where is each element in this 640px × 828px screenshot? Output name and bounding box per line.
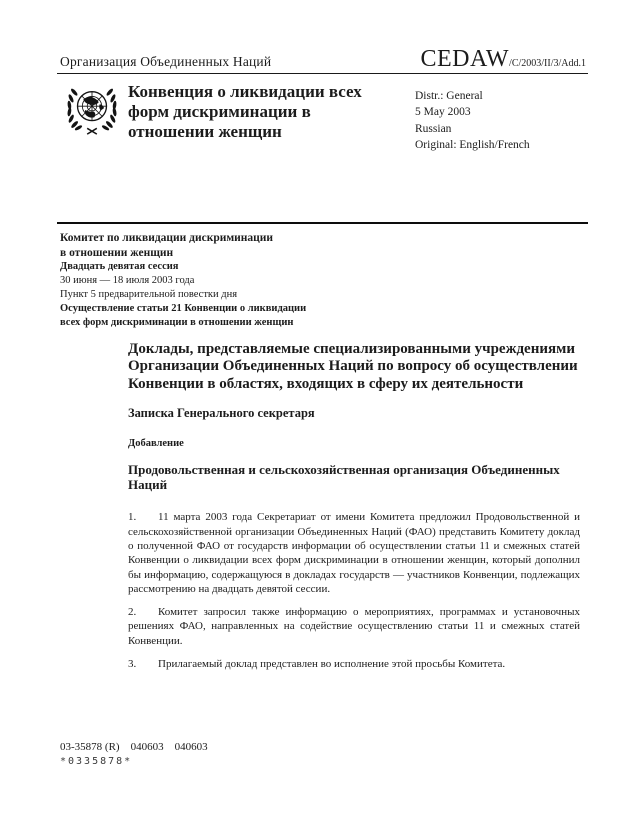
document-number-line: 03-35878 (R) 040603 040603	[60, 741, 208, 753]
paragraph-1-text: 11 марта 2003 года Секретариат от имени Комитета предложил Продовольственной и сельскохозяйственной организации Объединенных Наций (ФАО) представить Комитету доклад о полученной ФАО от государств информации об осуществлении статьи 11 и смежных статей Конвенции о ликвидации всех форм дискриминации в отношении женщин, который дополнил бы информацию, содержащуюся в докладах государств — участников Конвенции, подлежащих рассмотрению на двадцать девятой сессии.	[128, 511, 580, 595]
paragraph-2	[128, 605, 580, 648]
section-divider	[57, 222, 588, 224]
paragraph-3	[128, 657, 580, 671]
main-content	[128, 341, 580, 680]
agenda-topic-line1: Осуществление статьи 21 Конвенции о ликвидации	[60, 303, 307, 315]
committee-name-line2: в отношении женщин	[60, 246, 174, 259]
document-symbol	[420, 46, 586, 73]
report-title: Доклады, представляемые специализированными учреждениями Организации Объединенных Наций по вопросу об осуществлении Конвенции в областях, входящих в сферу их деятельности	[128, 341, 578, 392]
committee-name-line1: Комитет по ликвидации дискриминации	[60, 232, 274, 244]
distribution-block	[415, 88, 530, 153]
paragraph-1	[128, 510, 580, 596]
paragraph-2-number: 2.	[128, 606, 137, 619]
session-label: Двадцать девятая сессия	[60, 261, 179, 273]
agenda-item: Пункт 5 предварительной повестки дня	[60, 289, 238, 301]
committee-block	[60, 231, 306, 330]
header-divider	[57, 73, 588, 74]
addendum-label: Добавление	[128, 437, 184, 449]
agenda-topic-line2: всех форм дискриминации в отношении женщин	[60, 316, 294, 328]
document-symbol-suffix: /C/2003/II/3/Add.1	[509, 58, 586, 69]
paragraph-3-text: Прилагаемый доклад представлен во исполнение этой просьбы Комитета.	[158, 658, 506, 671]
un-emblem-icon	[61, 82, 123, 138]
paragraph-1-number: 1.	[128, 511, 137, 524]
fao-section-heading: Продовольственная и сельскохозяйственная организация Объединенных Наций	[128, 461, 560, 493]
note-subtitle: Записка Генерального секретаря	[128, 405, 315, 420]
session-dates: 30 июня — 18 июля 2003 года	[60, 275, 195, 287]
distr-language: Russian	[415, 122, 452, 135]
distr-date: 5 May 2003	[415, 106, 471, 119]
distr-type: Distr.: General	[415, 90, 483, 102]
paragraph-2-text: Комитет запросил также информацию о мероприятиях, программах и установочных решениях ФАО, направленных на содействие осуществлению статьи 11 и смежных статей Конвенции.	[128, 606, 580, 647]
organization-name: Организация Объединенных Наций	[60, 54, 272, 69]
convention-title: Конвенция о ликвидации всех форм дискриминации в отношении женщин	[128, 82, 362, 142]
distr-original: Original: English/French	[415, 138, 530, 151]
document-symbol-main: CEDAW	[420, 46, 510, 72]
barcode-text: *0335878*	[60, 756, 133, 767]
page-footer	[60, 741, 208, 767]
paragraph-3-number: 3.	[128, 658, 137, 671]
masthead	[60, 46, 586, 73]
